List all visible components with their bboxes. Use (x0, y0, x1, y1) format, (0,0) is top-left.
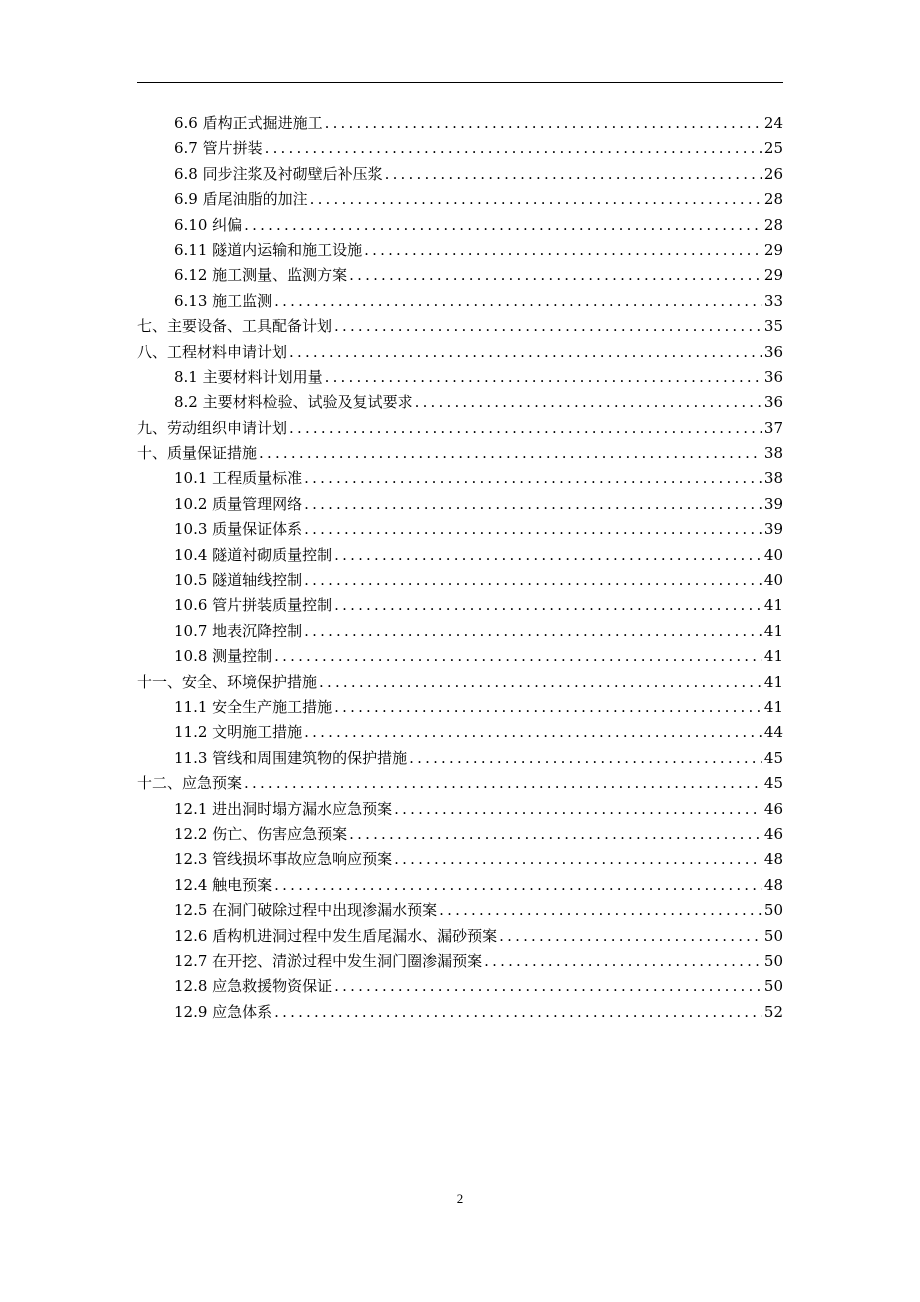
toc-entry-title: 10.8 测量控制 (174, 647, 273, 666)
toc-entry-title: 12.4 触电预案 (174, 875, 273, 894)
toc-entry-page-number: 41 (763, 697, 783, 716)
toc-entry-page-number: 35 (763, 317, 783, 336)
toc-entry[interactable] (137, 1000, 783, 1025)
toc-entry[interactable] (137, 162, 783, 187)
dot-leader (304, 466, 762, 491)
toc-entry-title: 11.2 文明施工措施 (174, 723, 303, 742)
toc-entry-page-number: 48 (763, 850, 783, 869)
dot-leader (304, 568, 762, 593)
toc-entry[interactable] (137, 974, 783, 999)
dot-leader (364, 238, 762, 263)
dot-leader (325, 365, 762, 390)
dot-leader (289, 416, 762, 441)
toc-entry-page-number: 41 (763, 596, 783, 615)
toc-entry-page-number: 45 (763, 774, 783, 793)
toc-entry-page-number: 46 (763, 799, 783, 818)
toc-entry[interactable] (137, 365, 783, 390)
toc-entry-title: 12.9 应急体系 (174, 1002, 273, 1021)
dot-leader (334, 593, 762, 618)
dot-leader (409, 746, 762, 771)
dot-leader (304, 492, 762, 517)
table-of-contents (137, 111, 783, 1025)
toc-entry[interactable] (137, 847, 783, 872)
toc-entry[interactable] (137, 593, 783, 618)
toc-entry-title: 8.2 主要材料检验、试验及复试要求 (174, 393, 413, 412)
dot-leader (274, 289, 762, 314)
toc-entry-title: 6.9 盾尾油脂的加注 (174, 190, 308, 209)
toc-entry[interactable] (137, 771, 783, 796)
toc-entry-title: 6.12 施工测量、监测方案 (174, 266, 348, 285)
dot-leader (334, 543, 762, 568)
header-rule (137, 82, 783, 83)
toc-entry-page-number: 25 (763, 139, 783, 158)
dot-leader (244, 213, 762, 238)
toc-entry-title: 6.10 纠偏 (174, 215, 243, 234)
dot-leader (499, 924, 762, 949)
dot-leader (289, 340, 762, 365)
toc-entry[interactable] (137, 416, 783, 441)
toc-entry-page-number: 50 (763, 977, 783, 996)
toc-entry[interactable] (137, 822, 783, 847)
toc-entry[interactable] (137, 314, 783, 339)
toc-entry-page-number: 40 (763, 571, 783, 590)
dot-leader (334, 314, 762, 339)
toc-entry[interactable] (137, 492, 783, 517)
toc-entry-page-number: 40 (763, 545, 783, 564)
dot-leader (334, 695, 762, 720)
dot-leader (415, 390, 762, 415)
toc-entry-title: 6.7 管片拼装 (174, 139, 263, 158)
toc-entry[interactable] (137, 263, 783, 288)
dot-leader (394, 847, 762, 872)
dot-leader (274, 1000, 762, 1025)
toc-entry-page-number: 39 (763, 520, 783, 539)
dot-leader (349, 822, 762, 847)
toc-entry-title: 七、主要设备、工具配备计划 (137, 317, 333, 336)
toc-entry-title: 8.1 主要材料计划用量 (174, 367, 323, 386)
dot-leader (319, 670, 762, 695)
toc-entry[interactable] (137, 213, 783, 238)
dot-leader (385, 162, 762, 187)
toc-entry-title: 11.1 安全生产施工措施 (174, 697, 333, 716)
dot-leader (349, 263, 762, 288)
toc-entry[interactable] (137, 644, 783, 669)
toc-entry-title: 十一、安全、环境保护措施 (137, 672, 318, 691)
toc-entry-title: 6.6 盾构正式掘进施工 (174, 114, 323, 132)
toc-entry-page-number: 37 (763, 418, 783, 437)
toc-entry-title: 八、工程材料申请计划 (137, 342, 288, 361)
toc-entry-title: 12.8 应急救援物资保证 (174, 977, 333, 996)
toc-entry[interactable] (137, 187, 783, 212)
toc-entry-page-number: 44 (763, 723, 783, 742)
toc-entry-title: 12.7 在开挖、清淤过程中发生洞门圈渗漏预案 (174, 951, 483, 970)
toc-entry-title: 12.6 盾构机进洞过程中发生盾尾漏水、漏砂预案 (174, 926, 498, 945)
toc-entry[interactable] (137, 238, 783, 263)
toc-entry-title: 12.1 进出洞时塌方漏水应急预案 (174, 799, 393, 818)
toc-entry[interactable] (137, 797, 783, 822)
toc-entry-page-number: 36 (763, 342, 783, 361)
toc-entry-page-number: 29 (763, 240, 783, 259)
toc-entry-title: 10.1 工程质量标准 (174, 469, 303, 488)
toc-entry-page-number: 26 (763, 164, 783, 183)
toc-entry-title: 十、质量保证措施 (137, 444, 258, 463)
toc-entry-page-number: 29 (763, 266, 783, 285)
toc-entry[interactable] (137, 543, 783, 568)
toc-entry-title: 10.6 管片拼装质量控制 (174, 596, 333, 615)
toc-entry-page-number: 24 (763, 114, 783, 132)
toc-entry[interactable] (137, 441, 783, 466)
toc-entry-page-number: 28 (763, 215, 783, 234)
toc-entry[interactable] (137, 619, 783, 644)
toc-entry-page-number: 50 (763, 901, 783, 920)
toc-entry-title: 12.3 管线损坏事故应急响应预案 (174, 850, 393, 869)
dot-leader (325, 111, 762, 136)
toc-entry-page-number: 52 (763, 1002, 783, 1021)
toc-entry-title: 6.8 同步注浆及衬砌壁后补压浆 (174, 164, 383, 183)
toc-entry-page-number: 41 (763, 621, 783, 640)
toc-entry[interactable] (137, 949, 783, 974)
toc-entry-title: 10.5 隧道轴线控制 (174, 571, 303, 590)
toc-entry-page-number: 48 (763, 875, 783, 894)
dot-leader (484, 949, 762, 974)
dot-leader (244, 771, 762, 796)
toc-entry[interactable] (137, 898, 783, 923)
toc-entry-title: 6.13 施工监测 (174, 291, 273, 310)
toc-entry[interactable] (137, 466, 783, 491)
toc-entry-page-number: 38 (763, 444, 783, 463)
toc-entry[interactable] (137, 746, 783, 771)
toc-entry-title: 11.3 管线和周围建筑物的保护措施 (174, 748, 408, 767)
dot-leader (439, 898, 762, 923)
toc-entry-title: 12.2 伤亡、伤害应急预案 (174, 824, 348, 843)
toc-entry-page-number: 39 (763, 494, 783, 513)
toc-entry-page-number: 36 (763, 393, 783, 412)
dot-leader (259, 441, 762, 466)
toc-entry-title: 12.5 在洞门破除过程中出现渗漏水预案 (174, 901, 438, 920)
dot-leader (304, 517, 762, 542)
dot-leader (265, 136, 762, 161)
toc-entry-title: 九、劳动组织申请计划 (137, 418, 288, 437)
dot-leader (274, 644, 762, 669)
toc-entry[interactable] (137, 390, 783, 415)
toc-entry[interactable] (137, 695, 783, 720)
toc-entry[interactable] (137, 136, 783, 161)
toc-entry-page-number: 50 (763, 926, 783, 945)
toc-entry-title: 10.2 质量管理网络 (174, 494, 303, 513)
toc-entry-title: 6.11 隧道内运输和施工设施 (174, 240, 363, 259)
toc-entry-page-number: 28 (763, 190, 783, 209)
dot-leader (310, 187, 762, 212)
toc-entry[interactable] (137, 517, 783, 542)
toc-entry[interactable] (137, 568, 783, 593)
toc-entry-page-number: 46 (763, 824, 783, 843)
toc-entry[interactable] (137, 340, 783, 365)
toc-entry[interactable] (137, 924, 783, 949)
toc-entry[interactable] (137, 873, 783, 898)
toc-entry-page-number: 33 (763, 291, 783, 310)
toc-entry-page-number: 45 (763, 748, 783, 767)
toc-entry-page-number: 36 (763, 367, 783, 386)
toc-entry[interactable] (137, 289, 783, 314)
page-number: 2 (456, 1191, 464, 1206)
toc-entry[interactable] (137, 720, 783, 745)
toc-entry[interactable] (137, 670, 783, 695)
toc-entry-page-number: 50 (763, 951, 783, 970)
dot-leader (394, 797, 762, 822)
toc-entry-page-number: 41 (763, 647, 783, 666)
toc-entry[interactable] (137, 111, 783, 136)
toc-entry-title: 十二、应急预案 (137, 774, 243, 793)
dot-leader (304, 720, 762, 745)
toc-entry-title: 10.4 隧道衬砌质量控制 (174, 545, 333, 564)
dot-leader (304, 619, 762, 644)
toc-entry-page-number: 41 (763, 672, 783, 691)
toc-entry-title: 10.3 质量保证体系 (174, 520, 303, 539)
dot-leader (334, 974, 762, 999)
dot-leader (274, 873, 762, 898)
toc-entry-title: 10.7 地表沉降控制 (174, 621, 303, 640)
toc-entry-page-number: 38 (763, 469, 783, 488)
